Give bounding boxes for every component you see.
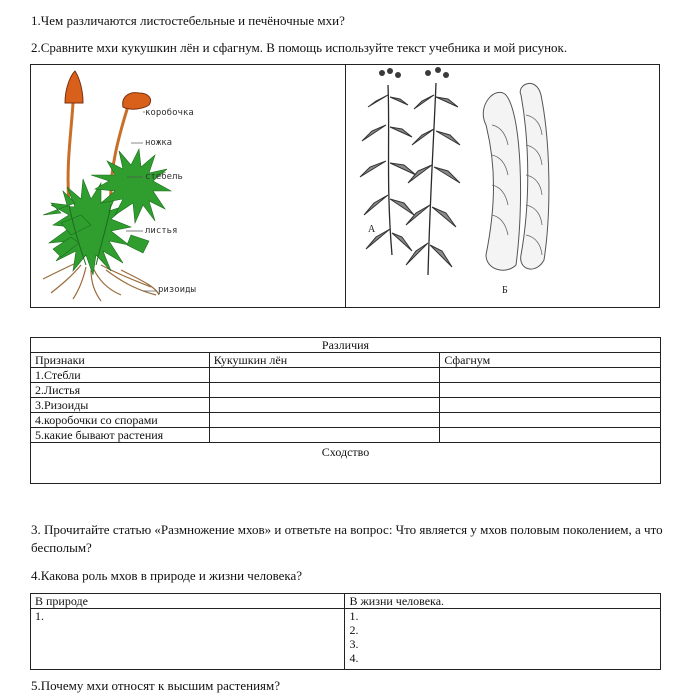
question-1: 1.Чем различаются листостебельные и печёночные мхи?: [31, 13, 345, 28]
sphagnum-illustration: [346, 65, 659, 307]
answer-cell[interactable]: [440, 368, 661, 383]
answer-cell[interactable]: [209, 413, 440, 428]
table-row: 2.Листья: [31, 383, 661, 398]
question-5: 5.Почему мхи относят к высшим растениям?: [31, 678, 281, 693]
table-row: 5.какие бывают растения: [31, 428, 661, 443]
list-item: 1.: [349, 609, 359, 623]
table-row: 1.Стебли: [31, 368, 661, 383]
answer-cell[interactable]: [440, 398, 661, 413]
answer-cell[interactable]: [209, 383, 440, 398]
question-3: 3. Прочитайте статью «Размножение мхов» и ответьте на вопрос: Что является у мхов половым поколением, а что бесполым?: [31, 522, 663, 555]
list-item: 4.: [349, 651, 359, 665]
list-item: 3.: [349, 637, 359, 651]
polytrichum-moss-illustration: [31, 65, 344, 307]
label-a: А: [368, 224, 376, 235]
list-item: 2.: [349, 623, 359, 637]
table-row: 4.коробочки со спорами: [31, 413, 661, 428]
similarity-cell[interactable]: [31, 443, 661, 484]
header-nature: В природе: [31, 594, 345, 609]
list-item: 1.: [35, 609, 44, 623]
label-stem: стебель: [145, 172, 183, 182]
header-feature: Признаки: [31, 353, 210, 368]
question-2: 2.Сравните мхи кукушкин лён и сфагнум. В помощь используйте текст учебника и мой рисунок.: [31, 40, 568, 55]
differences-table: [30, 337, 661, 484]
human-answer-cell[interactable]: [345, 609, 661, 670]
answer-cell[interactable]: [209, 428, 440, 443]
answer-cell[interactable]: [440, 383, 661, 398]
role-table: [30, 593, 661, 670]
question-4: 4.Какова роль мхов в природе и жизни человека?: [31, 568, 303, 583]
table-row: 3.Ризоиды: [31, 398, 661, 413]
answer-cell[interactable]: [440, 413, 661, 428]
differences-title: Различия: [31, 338, 661, 353]
header-sphagnum: Сфагнум: [440, 353, 661, 368]
label-leaves: листья: [145, 226, 178, 236]
label-rhizoids: ризоиды: [158, 285, 196, 295]
answer-cell[interactable]: [440, 428, 661, 443]
answer-cell[interactable]: [209, 368, 440, 383]
header-polytrichum: Кукушкин лён: [209, 353, 440, 368]
answer-cell[interactable]: [209, 398, 440, 413]
header-human-life: В жизни человека.: [345, 594, 661, 609]
label-capsule: коробочка: [145, 108, 194, 118]
label-stalk: ножка: [145, 138, 173, 148]
similarity-title: Сходство: [321, 445, 370, 459]
nature-answer-cell[interactable]: [31, 609, 345, 670]
label-b: Б: [502, 285, 508, 296]
